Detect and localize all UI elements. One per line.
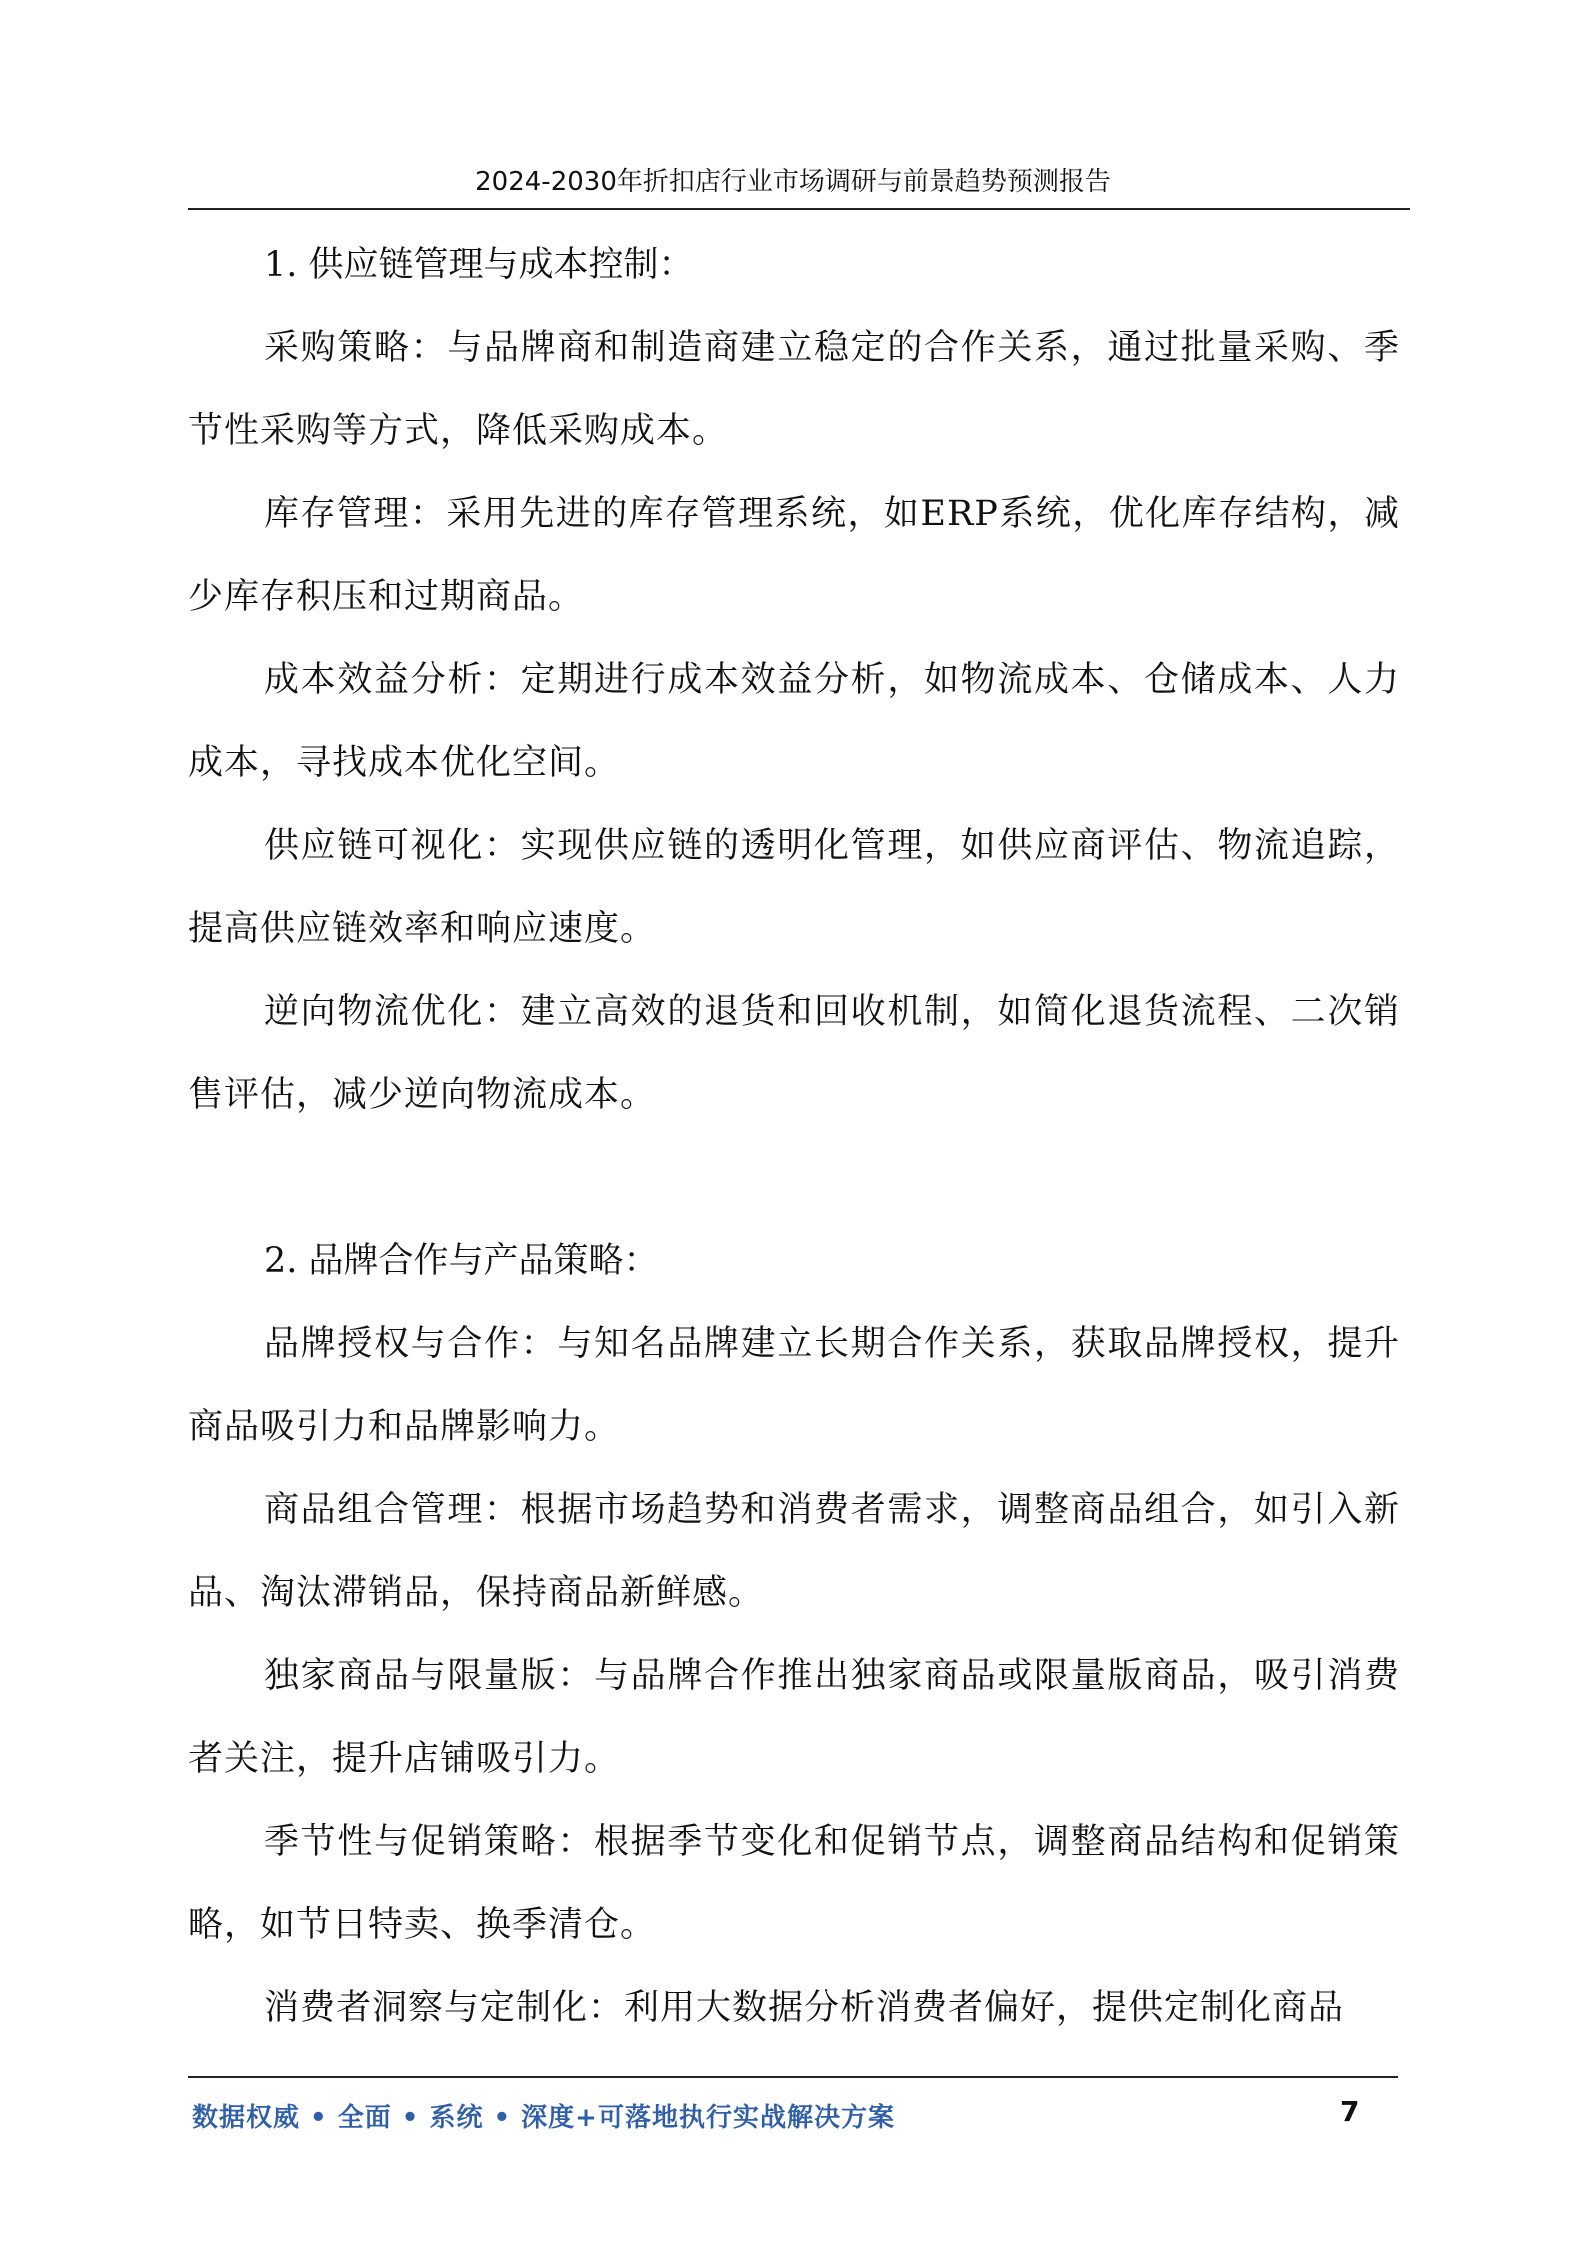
paragraph: 供应链可视化：实现供应链的透明化管理，如供应商评估、物流追踪，提高供应链效率和响应速度。: [188, 826, 1400, 949]
paragraph: 采购策略：与品牌商和制造商建立稳定的合作关系，通过批量采购、季节性采购等方式，降低采购成本。: [188, 328, 1400, 451]
paragraph: 成本效益分析：定期进行成本效益分析，如物流成本、仓储成本、人力成本，寻找成本优化空间。: [188, 660, 1400, 783]
footer-divider: [188, 2076, 1398, 2078]
page-header-title: 2024-2030年折扣店行业市场调研与前景趋势预测报告: [475, 167, 1111, 197]
header-divider: [188, 208, 1410, 210]
paragraph: 逆向物流优化：建立高效的退货和回收机制，如简化退货流程、二次销售评估，减少逆向物流成本。: [188, 992, 1400, 1115]
paragraph: 独家商品与限量版：与品牌合作推出独家商品或限量版商品，吸引消费者关注，提升店铺吸引力。: [188, 1656, 1400, 1779]
section-heading: 2. 品牌合作与产品策略：: [264, 1241, 659, 1281]
paragraph: 消费者洞察与定制化：利用大数据分析消费者偏好，提供定制化商品: [264, 1988, 1345, 2028]
paragraph: 商品组合管理：根据市场趋势和消费者需求，调整商品组合，如引入新品、淘汰滞销品，保持商品新鲜感。: [188, 1490, 1400, 1613]
page-number: 7: [1340, 2095, 1360, 2128]
section-spacer: [188, 1137, 1400, 1220]
paragraph: 品牌授权与合作：与知名品牌建立长期合作关系，获取品牌授权，提升商品吸引力和品牌影响力。: [188, 1324, 1400, 1447]
section-heading: 1. 供应链管理与成本控制：: [264, 245, 694, 285]
paragraph: 季节性与促销策略：根据季节变化和促销节点，调整商品结构和促销策略，如节日特卖、换季清仓。: [188, 1822, 1400, 1945]
footer-slogan: 数据权威 • 全面 • 系统 • 深度+可落地执行实战解决方案: [192, 2103, 895, 2133]
paragraph: 库存管理：采用先进的库存管理系统，如ERP系统，优化库存结构，减少库存积压和过期商品。: [188, 494, 1400, 617]
document-body: [188, 224, 1400, 2050]
